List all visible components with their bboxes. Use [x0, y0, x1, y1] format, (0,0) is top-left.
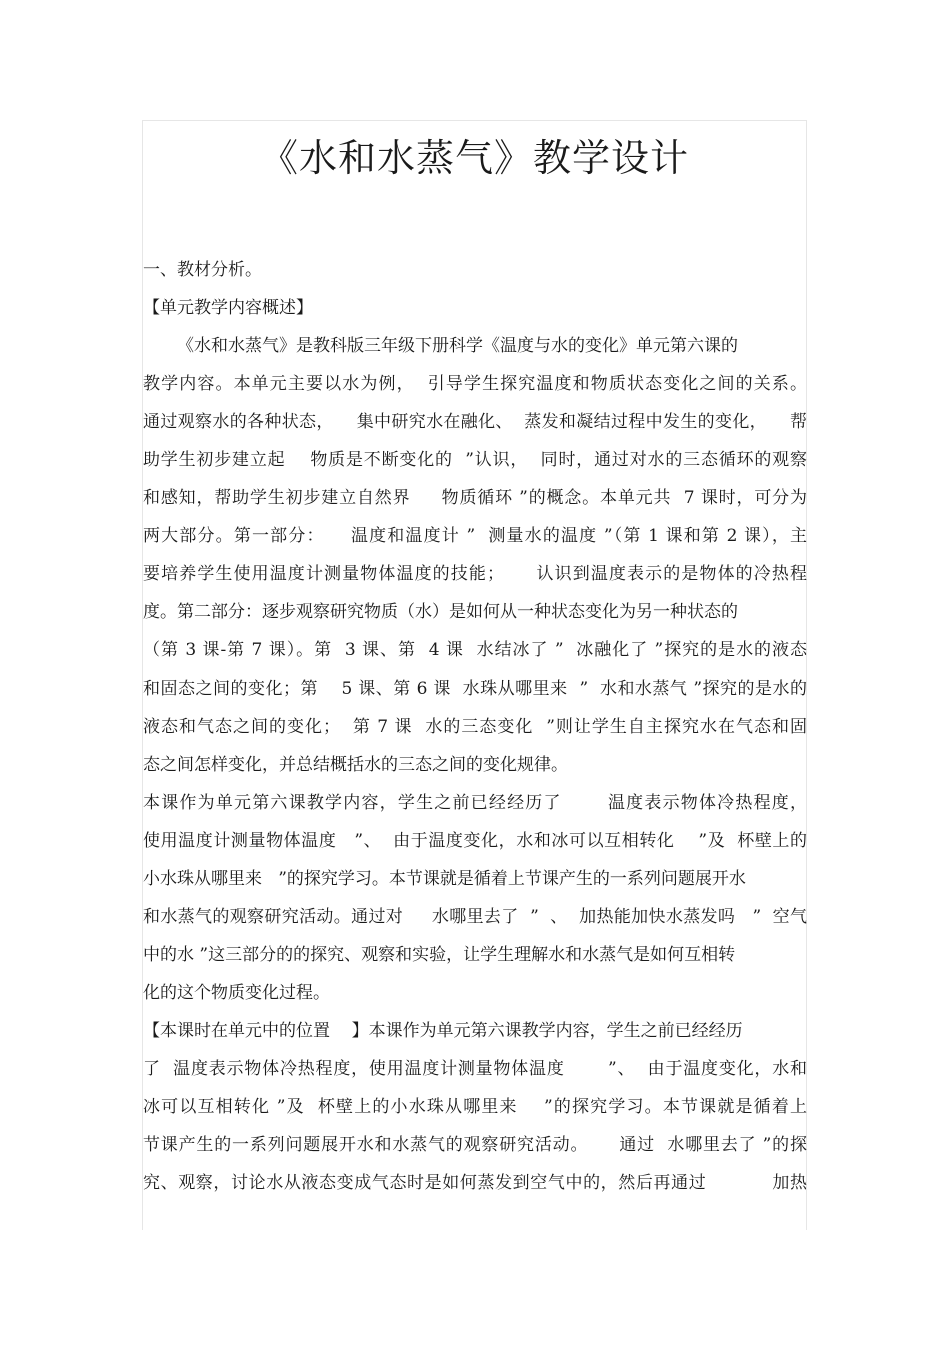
text-line: 和固态之间的变化；第 5 课、第 6 课 水珠从哪里来 ” 水和水蒸气 ”探究的是水的	[143, 678, 807, 699]
text-line: 了 温度表示物体冷热程度，使用温度计测量物体温度 ”、 由于温度变化，水和	[143, 1058, 807, 1079]
text-line: 究、观察，讨论水从液态变成气态时是如何蒸发到空气中的，然后再通过 加热	[143, 1173, 807, 1194]
text-line: 【单元教学内容概述】	[143, 298, 313, 319]
text-line: 节课产生的一系列问题展开水和水蒸气的观察研究活动。 通过 水哪里去了 ”的探	[143, 1135, 807, 1156]
text-line: 小水珠从哪里来 ”的探究学习。本节课就是循着上节课产生的一系列问题展开水	[143, 868, 746, 889]
document-body	[143, 251, 807, 1202]
text-line: 冰可以互相转化 ”及 杯壁上的小水珠从哪里来 ”的探究学习。本节课就是循着上	[143, 1097, 807, 1118]
text-line: （第 3 课-第 7 课）。第 3 课、第 4 课 水结冰了 ” 冰融化了 ”探究的是水的液态	[143, 640, 807, 661]
text-line: 液态和气态之间的变化； 第 7 课 水的三态变化 ”则让学生自主探究水在气态和固	[143, 716, 807, 737]
text-line: 态之间怎样变化，并总结概括水的三态之间的变化规律。	[143, 754, 568, 775]
text-line: 两大部分。第一部分： 温度和温度计 ” 测量水的温度 ”（第 1 课和第 2 课），主	[143, 526, 807, 547]
text-line: 通过观察水的各种状态， 集中研究水在融化、 蒸发和凝结过程中发生的变化， 帮	[143, 412, 807, 433]
text-line: 要培养学生使用温度计测量物体温度的技能； 认识到温度表示的是物体的冷热程	[143, 564, 807, 585]
text-line: 助学生初步建立起 物质是不断变化的 ”认识， 同时，通过对水的三态循环的观察	[143, 450, 807, 471]
text-line: 中的水 ”这三部分的的探究、观察和实验，让学生理解水和水蒸气是如何互相转	[143, 944, 736, 965]
text-line: 和水蒸气的观察研究活动。通过对 水哪里去了 ” 、 加热能加快水蒸发吗 ” 空气	[143, 906, 807, 927]
text-line: 化的这个物质变化过程。	[143, 982, 330, 1003]
document-title: 《水和水蒸气》教学设计	[259, 136, 689, 180]
text-line: 一、教材分析。	[143, 260, 262, 280]
text-line: 本课作为单元第六课教学内容，学生之前已经经历了 温度表示物体冷热程度，	[143, 792, 807, 813]
text-line: 使用温度计测量物体温度 ”、 由于温度变化，水和冰可以互相转化 ”及 杯壁上的	[143, 830, 807, 851]
text-line: 度。第二部分：逐步观察研究物质（水）是如何从一种状态变化为另一种状态的	[143, 602, 738, 623]
text-line: 教学内容。本单元主要以水为例， 引导学生探究温度和物质状态变化之间的关系。	[143, 374, 807, 395]
text-line: 【本课时在单元中的位置 】本课作为单元第六课教学内容，学生之前已经经历	[143, 1020, 743, 1041]
text-line: 《水和水蒸气》是教科版三年级下册科学《温度与水的变化》单元第六课的	[177, 336, 738, 357]
text-line: 和感知，帮助学生初步建立自然界 物质循环 ”的概念。本单元共 7 课时，可分为	[143, 488, 807, 509]
